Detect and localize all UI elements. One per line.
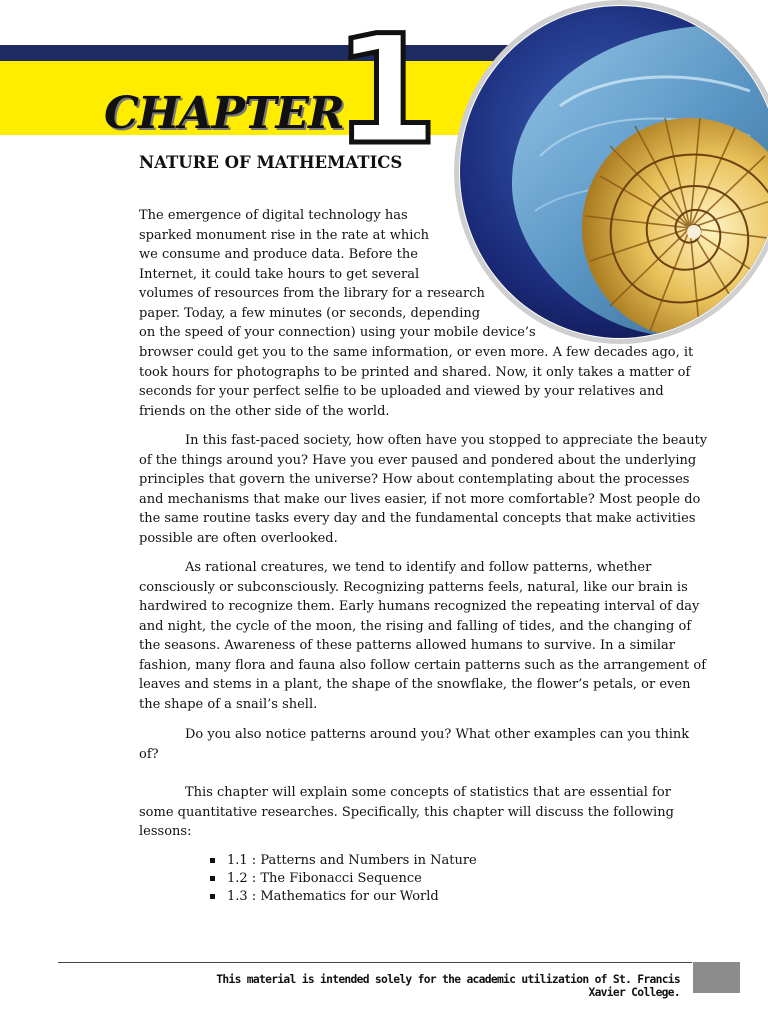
paragraph-chapter-overview: This chapter will explain some concepts of statistics that are essential for some quantitative researches. Specifically, this chapter will discuss the following lessons: [139, 785, 674, 839]
header-navy-band [0, 45, 520, 61]
paragraph-fast-paced-society: In this fast-paced society, how often have you stopped to appreciate the beauty of the things around you? Have you ever paused and pondered about the underlying principles that govern the universe? How about contemplating about the processes and mechanisms that make our lives easier, if not more comfortable? Most people do the same routine tasks every day and the fundamental concepts that make activities possible are often overlooked. [139, 433, 708, 546]
paragraph-rational-creatures: As rational creatures, we tend to identify and follow patterns, whether consciously or subconsciously. Recognizing patterns feels, natural, like our brain is hardwired to recognize them. Early humans recognized the repeating interval of day and night, the cycle of the moon, the rising and falling of tides, and the changing of the seasons. Awareness of these patterns allowed humans to survive. In a similar fashion, many flora and fauna also follow certain patterns such as the arrangement of leaves and stems in a plant, the shape of the snowflake, the flower’s petals, or even the shape of a snail’s shell. [139, 560, 707, 712]
chapter-number: 1 [334, 4, 439, 178]
lesson-item: 1.3 : Mathematics for our World [208, 888, 477, 906]
intro-line: The emergence of digital technology has [139, 208, 408, 223]
intro-paragraph-lines [139, 206, 536, 343]
nautilus-shell-image [450, 0, 768, 356]
intro-line: volumes of resources from the library for a research [139, 286, 485, 301]
paragraph-notice-patterns: Do you also notice patterns around you? What other examples can you think of? [139, 727, 690, 762]
chapter-heading: CHAPTER [104, 88, 344, 139]
lesson-item: 1.1 : Patterns and Numbers in Nature [208, 852, 477, 870]
intro-line: we consume and produce data. Before the [139, 247, 418, 262]
intro-line: paper. Today, a few minutes (or seconds, depending [139, 305, 481, 321]
intro-line: Internet, it could take hours to get several [139, 266, 420, 282]
chapter-subtitle: NATURE OF MATHEMATICS [139, 153, 403, 172]
intro-line: on the speed of your connection) using your mobile device’s [139, 325, 536, 340]
lesson-list [208, 852, 477, 906]
footer-notice: This material is intended solely for the academic utilization of St. Francis Xavier College. [216, 973, 680, 999]
footer-page-box [693, 962, 740, 993]
intro-line: sparked monument rise in the rate at which [139, 227, 430, 243]
intro-paragraph-continued: browser could get you to the same information, or even more. A few decades ago, it took hours for photographs to be printed and shared. Now, it only takes a matter of seconds for your perfect selfie to be uploaded and viewed by your relatives and friends on the other side of the world. [139, 345, 694, 419]
lesson-item: 1.2 : The Fibonacci Sequence [208, 870, 477, 888]
footer-divider [58, 962, 692, 963]
